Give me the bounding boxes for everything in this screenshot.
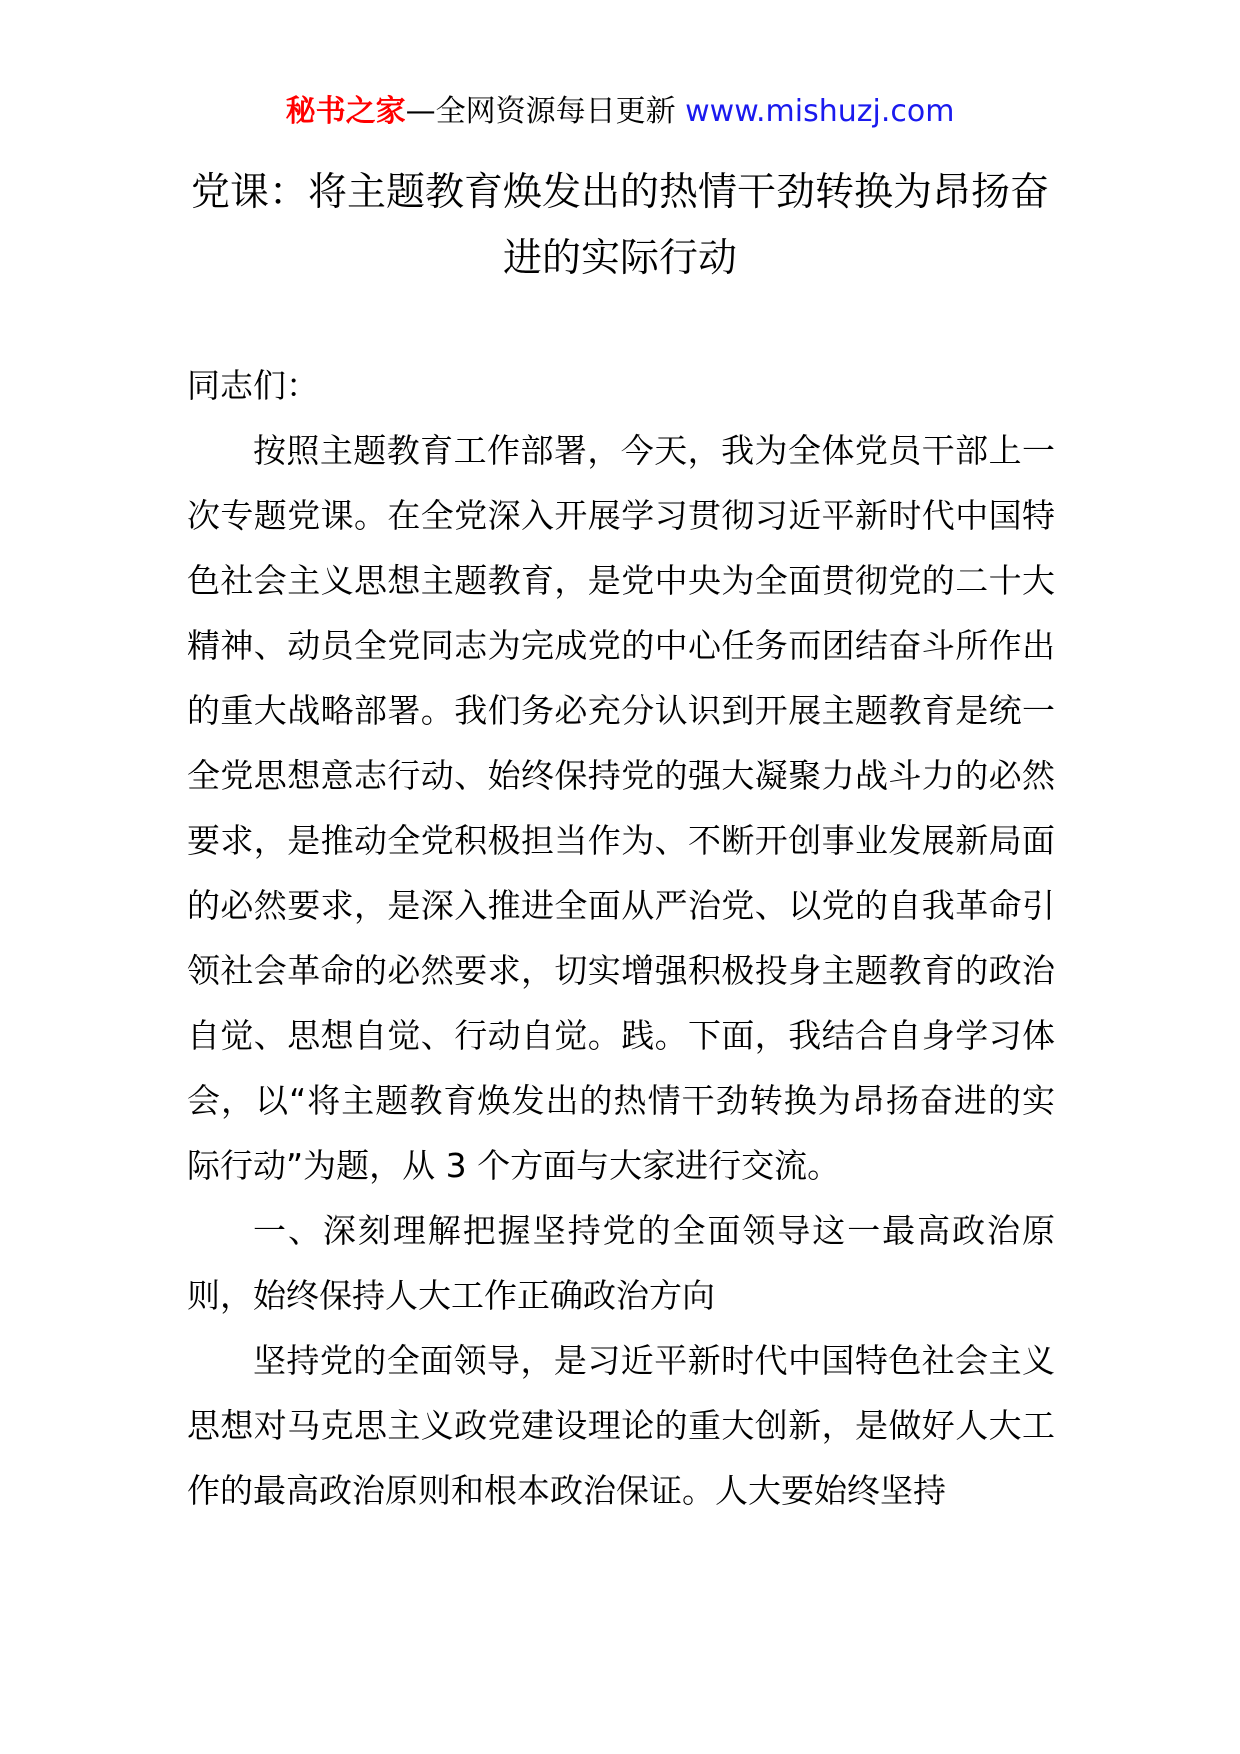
body-paragraph: 按照主题教育工作部署，今天，我为全体党员干部上一次专题党课。在全党深入开展学习贯彻习近平新时代中国特色社会主义思想主题教育，是党中央为全面贯彻党的二十大精神、动员全党同志为完成党的中心任务而团结奋斗所作出的重大战略部署。我们务必充分认识到开展主题教育是统一全党思想意志行动、始终保持党的强大凝聚力战斗力的必然要求，是推动全党积极担当作为、不断开创事业发展新局面的必然要求，是深入推进全面从严治党、以党的自我革命引领社会革命的必然要求，切实增强积极投身主题教育的政治自觉、思想自觉、行动自觉。践。下面，我结合自身学习体会，以“将主题教育焕发出的热情干劲转换为昂扬奋进的实际行动”为题，从 3 个方面与大家进行交流。 <box>187 431 1055 1185</box>
section-heading: 一、深刻理解把握坚持党的全面领导这一最高政治原则，始终保持人大工作正确政治方向 <box>187 1211 1055 1315</box>
salutation: 同志们： <box>187 366 319 405</box>
site-banner <box>0 92 1240 132</box>
site-url-link[interactable]: www.mishuzj.com <box>685 94 955 129</box>
site-brand: 秘书之家 <box>285 94 406 129</box>
document-title: 党课：将主题教育焕发出的热情干劲转换为昂扬奋进的实际行动 <box>190 170 1049 281</box>
document-body <box>187 353 1055 1523</box>
body-paragraph: 坚持党的全面领导，是习近平新时代中国特色社会主义思想对马克思主义政党建设理论的重大创新，是做好人大工作的最高政治原则和根本政治保证。人大要始终坚持 <box>187 1341 1055 1510</box>
site-tagline: —全网资源每日更新 <box>405 94 676 129</box>
